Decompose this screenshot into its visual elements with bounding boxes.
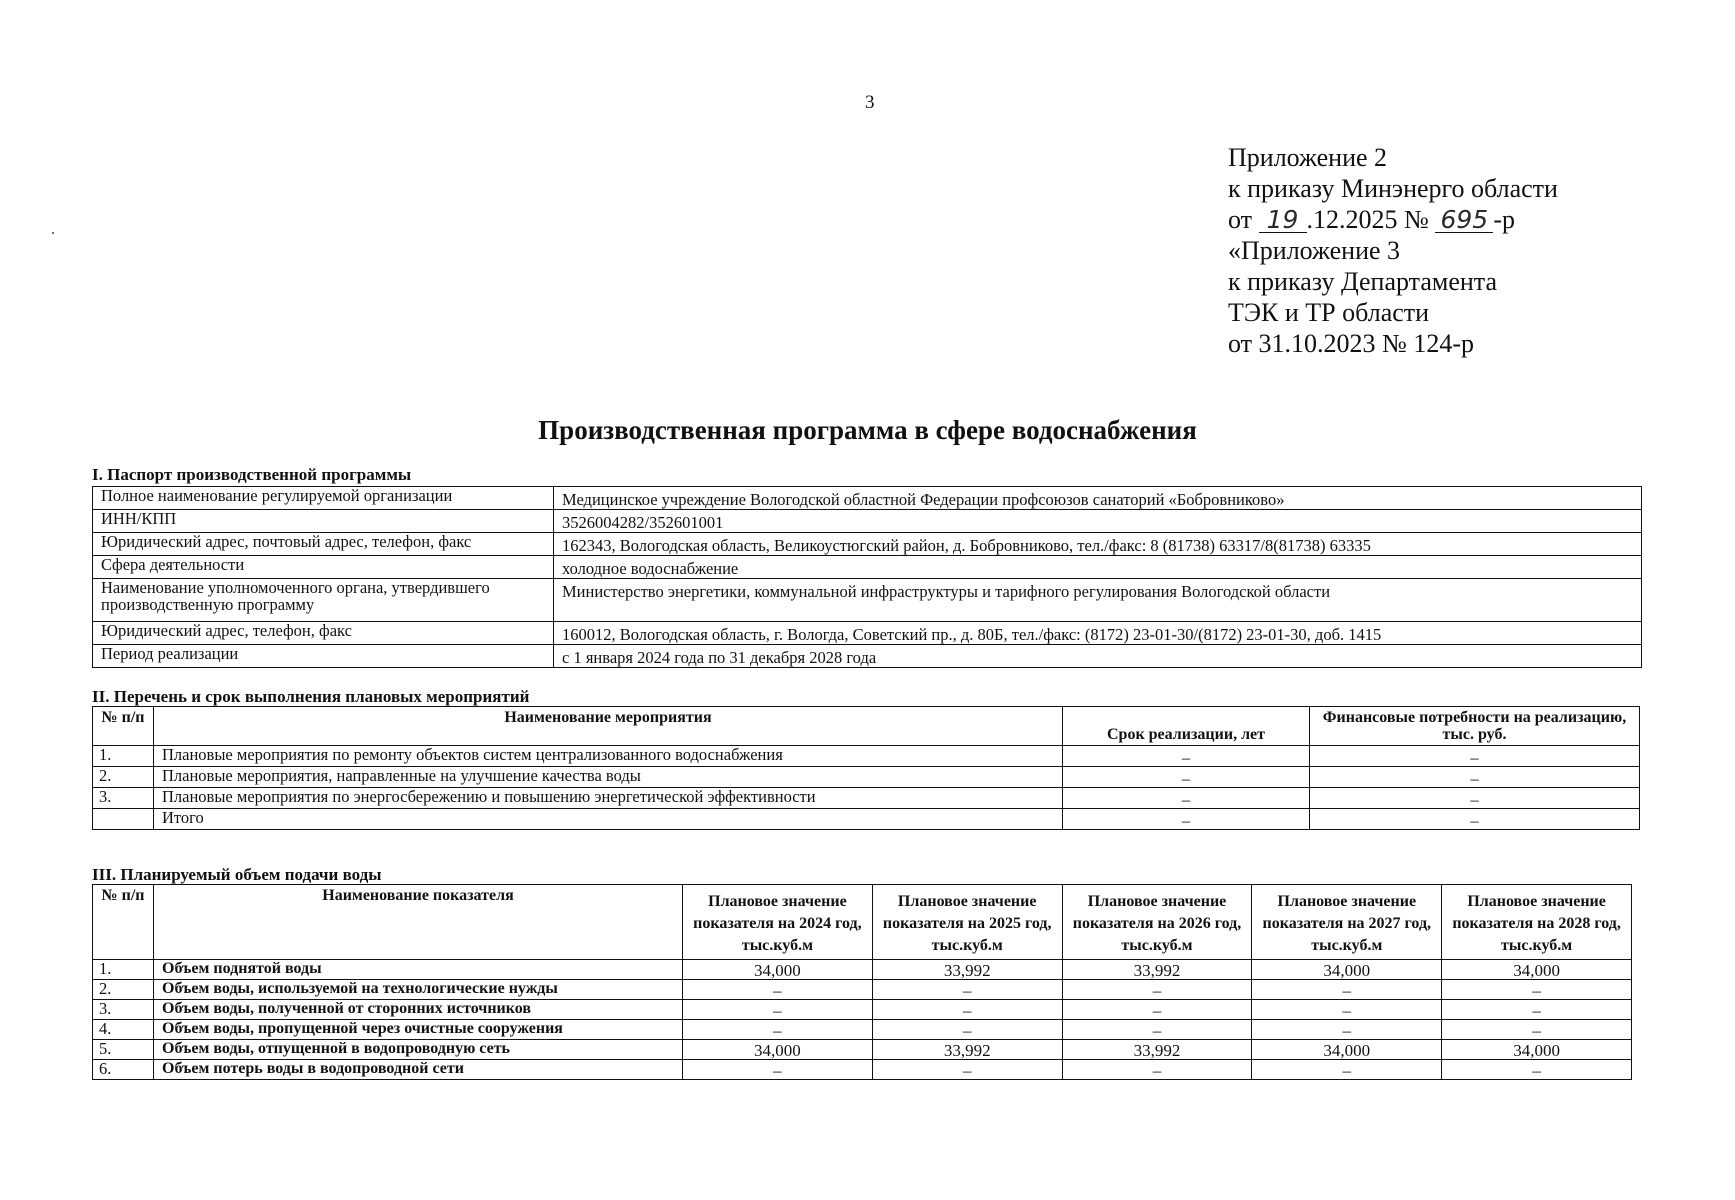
indicator-name: Объем воды, полученной от сторонних источников (154, 1000, 683, 1020)
indicator-name: Объем воды, пропущенной через очистные сооружения (154, 1020, 683, 1040)
appendix-date-line (1228, 204, 1558, 235)
passport-row (93, 579, 1642, 622)
col-header-term: Срок реализации, лет (1063, 707, 1310, 746)
passport-value: холодное водоснабжение (554, 556, 1642, 579)
passport-value: Медицинское учреждение Вологодской областной Федерации профсоюзов санаторий «Бобровниково» (554, 487, 1642, 510)
indicator-row (93, 1000, 1632, 1020)
measure-name: Плановые мероприятия, направленные на улучшение качества воды (154, 767, 1063, 788)
indicator-row (93, 1020, 1632, 1040)
col-header-year-1: Плановое значение показателя на 2024 год, тыс.куб.м (683, 885, 873, 960)
indicator-value: – (683, 1000, 873, 1020)
indicator-value: 33,992 (1062, 1040, 1252, 1060)
passport-table (92, 486, 1642, 668)
measure-name: Плановые мероприятия по энергосбережению и повышению энергетической эффективности (154, 788, 1063, 809)
date-rest: .12.2025 № (1306, 205, 1429, 234)
document-title: Производственная программа в сфере водоснабжения (538, 415, 1197, 445)
indicator-num: 6. (93, 1060, 154, 1080)
indicator-value: 33,992 (872, 960, 1062, 980)
date-prefix: от (1228, 205, 1253, 234)
measure-num: 3. (93, 788, 154, 809)
indicator-value: 34,000 (1252, 1040, 1442, 1060)
indicator-value: – (1252, 1020, 1442, 1040)
appendix-line-7: от 31.10.2023 № 124-р (1228, 329, 1474, 358)
indicator-row (93, 1040, 1632, 1060)
col-header-num: № п/п (93, 707, 154, 746)
appendix-line-6: ТЭК и ТР области (1228, 298, 1430, 327)
measure-num: 1. (93, 746, 154, 767)
col-header-finance: Финансовые потребности на реализацию, тыс. руб. (1310, 707, 1640, 746)
passport-row (93, 487, 1642, 510)
measure-name: Итого (154, 809, 1063, 830)
passport-value: Министерство энергетики, коммунальной инфраструктуры и тарифного регулирования Вологодской области (554, 579, 1642, 622)
indicator-value: – (1252, 980, 1442, 1000)
measure-finance: – (1310, 809, 1640, 830)
indicator-value: – (1252, 1060, 1442, 1080)
passport-label: Юридический адрес, почтовый адрес, телефон, факс (93, 533, 554, 556)
measure-row (93, 767, 1640, 788)
indicator-value: – (1442, 1060, 1632, 1080)
measure-term: – (1063, 809, 1310, 830)
indicator-name: Объем воды, используемой на технологические нужды (154, 980, 683, 1000)
col-header-year-2: Плановое значение показателя на 2025 год, тыс.куб.м (872, 885, 1062, 960)
passport-value: с 1 января 2024 года по 31 декабря 2028 года (554, 645, 1642, 668)
col-header-num: № п/п (93, 885, 154, 960)
passport-value: 162343, Вологодская область, Великоустюгский район, д. Бобровниково, тел./факс: 8 (81738) 63317/8(81738) 63335 (554, 533, 1642, 556)
indicator-name: Объем потерь воды в водопроводной сети (154, 1060, 683, 1080)
indicator-value: 33,992 (1062, 960, 1252, 980)
indicator-row (93, 1060, 1632, 1080)
section1-heading: I. Паспорт производственной программы (92, 465, 412, 484)
indicator-value: – (1062, 980, 1252, 1000)
indicator-value: – (1442, 1020, 1632, 1040)
indicator-value: – (683, 1020, 873, 1040)
passport-label: Наименование уполномоченного органа, утвердившего производственную программу (93, 579, 554, 622)
section3-heading: III. Планируемый объем подачи воды (92, 865, 382, 884)
indicator-num: 4. (93, 1020, 154, 1040)
indicator-value: 34,000 (1442, 1040, 1632, 1060)
passport-row (93, 622, 1642, 645)
appendix-block (1228, 142, 1558, 359)
indicator-value: – (872, 1020, 1062, 1040)
indicator-value: – (1442, 1000, 1632, 1020)
appendix-line-5: к приказу Департамента (1228, 267, 1498, 296)
indicator-value: 33,992 (872, 1040, 1062, 1060)
measure-term: – (1063, 746, 1310, 767)
indicator-value: – (1062, 1060, 1252, 1080)
indicator-value: 34,000 (683, 960, 873, 980)
col-header-year-5: Плановое значение показателя на 2028 год, тыс.куб.м (1442, 885, 1632, 960)
indicator-value: – (872, 980, 1062, 1000)
indicator-value: 34,000 (683, 1040, 873, 1060)
col-header-year-3: Плановое значение показателя на 2026 год, тыс.куб.м (1062, 885, 1252, 960)
passport-label: Сфера деятельности (93, 556, 554, 579)
indicator-value: 34,000 (1442, 960, 1632, 980)
handwritten-day: 19 (1259, 208, 1307, 233)
measures-table (92, 706, 1640, 830)
indicator-row (93, 960, 1632, 980)
passport-row (93, 510, 1642, 533)
appendix-line-2: к приказу Минэнерго области (1228, 174, 1558, 203)
indicator-value: – (1252, 1000, 1442, 1020)
indicator-value: – (1062, 1020, 1252, 1040)
measure-finance: – (1310, 788, 1640, 809)
indicator-num: 3. (93, 1000, 154, 1020)
measure-row (93, 809, 1640, 830)
indicator-value: – (1062, 1000, 1252, 1020)
indicator-num: 1. (93, 960, 154, 980)
indicator-row (93, 980, 1632, 1000)
passport-row (93, 533, 1642, 556)
passport-label: Полное наименование регулируемой организации (93, 487, 554, 510)
section2-heading: II. Перечень и срок выполнения плановых мероприятий (92, 687, 530, 706)
col-header-measure-name: Наименование мероприятия (154, 707, 1063, 746)
passport-row (93, 645, 1642, 668)
appendix-line-1: Приложение 2 (1228, 143, 1388, 172)
passport-row (93, 556, 1642, 579)
appendix-line-4: «Приложение 3 (1228, 236, 1401, 265)
col-header-indicator-name: Наименование показателя (154, 885, 683, 960)
measure-term: – (1063, 767, 1310, 788)
col-header-year-4: Плановое значение показателя на 2027 год, тыс.куб.м (1252, 885, 1442, 960)
measure-name: Плановые мероприятия по ремонту объектов систем централизованного водоснабжения (154, 746, 1063, 767)
passport-label: Период реализации (93, 645, 554, 668)
indicator-value: – (872, 1060, 1062, 1080)
measure-num (93, 809, 154, 830)
measure-row (93, 746, 1640, 767)
handwritten-order-number: 695 (1435, 208, 1493, 233)
indicator-value: 34,000 (1252, 960, 1442, 980)
measure-num: 2. (93, 767, 154, 788)
indicator-value: – (683, 980, 873, 1000)
measure-row (93, 788, 1640, 809)
indicator-value: – (1442, 980, 1632, 1000)
order-suffix: -р (1493, 205, 1516, 234)
indicator-name: Объем воды, отпущенной в водопроводную сеть (154, 1040, 683, 1060)
passport-label: ИНН/КПП (93, 510, 554, 533)
indicator-value: – (683, 1060, 873, 1080)
measure-finance: – (1310, 767, 1640, 788)
passport-label: Юридический адрес, телефон, факс (93, 622, 554, 645)
scan-speck (52, 232, 54, 234)
measure-finance: – (1310, 746, 1640, 767)
water-volume-table (92, 884, 1632, 1080)
passport-value: 160012, Вологодская область, г. Вологда, Советский пр., д. 80Б, тел./факс: (8172) 23-01-30/(8172) 23-01-30, доб. 1415 (554, 622, 1642, 645)
indicator-value: – (872, 1000, 1062, 1020)
indicator-name: Объем поднятой воды (154, 960, 683, 980)
indicator-num: 5. (93, 1040, 154, 1060)
indicator-num: 2. (93, 980, 154, 1000)
page-number: 3 (865, 92, 875, 113)
measure-term: – (1063, 788, 1310, 809)
passport-value: 3526004282/352601001 (554, 510, 1642, 533)
